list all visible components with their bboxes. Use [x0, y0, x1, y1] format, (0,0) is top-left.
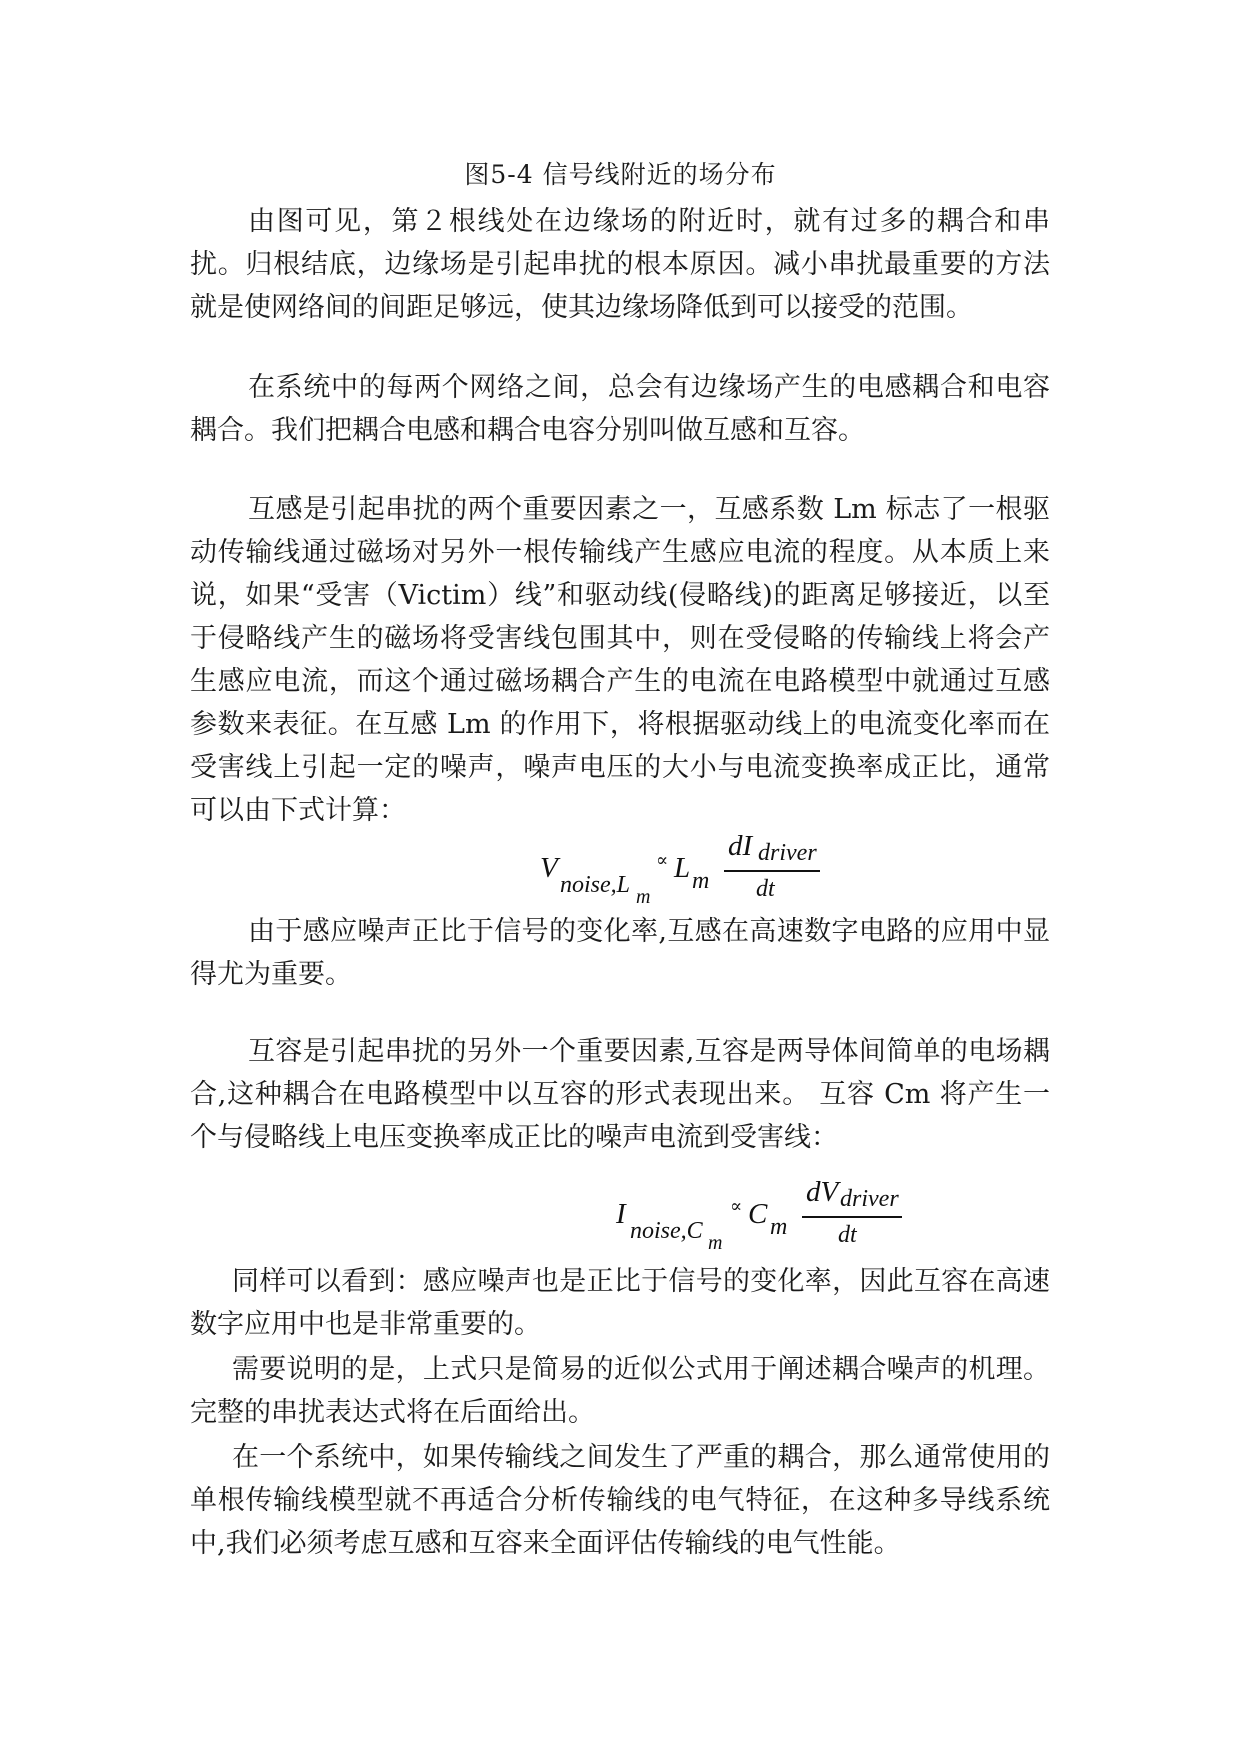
formula2-denominator: dt [838, 1222, 857, 1248]
formula1-denominator: dt [756, 876, 775, 902]
formula1-l: L [674, 852, 691, 884]
formula1-numerator: dI [728, 830, 753, 862]
formula1-sub-m: m [636, 886, 651, 908]
paragraph-5: 互容是引起串扰的另外一个重要因素,互容是两导体间简单的电场耦合,这种耦合在电路模型中以互容的形式表现出来。 互容 Cm 将产生一个与侵略线上电压变换率成正比的噪声电流到受害线： [190, 1036, 1050, 1153]
formula2-sub-noise: noise,C [630, 1218, 703, 1244]
formula2-c: C [748, 1198, 768, 1230]
formula2-fraction-bar [802, 1216, 902, 1218]
formula1-sub-noise: noise,L [560, 872, 631, 898]
paragraph-3: 互感是引起串扰的两个重要因素之一，互感系数 Lm 标志了一根驱动传输线通过磁场对另外一根传输线产生感应电流的程度。从本质上来说，如果“受害（Victim）线”和驱动线(侵略线)的距离足够接近，以至于侵略线产生的磁场将受害线包围其中，则在受侵略的传输线上将会产生感应电流，而这个通过磁场耦合产生的电流在电路模型中就通过互感参数来表征。在互感 Lm 的作用下，将根据驱动线上的电流变化率而在受害线上引起一定的噪声，噪声电压的大小与电流变换率成正比，通常可以由下式计算： [190, 494, 1050, 826]
formula2-numerator-sub: driver [840, 1186, 899, 1212]
paragraph-6: 同样可以看到：感应噪声也是正比于信号的变化率，因此互容在高速数字应用中也是非常重要的。 [190, 1266, 1050, 1340]
figure-caption: 图5-4 信号线附近的场分布 [464, 160, 777, 189]
paragraph-8: 在一个系统中，如果传输线之间发生了严重的耦合，那么通常使用的单根传输线模型就不再适合分析传输线的电气特征，在这种多导线系统中,我们必须考虑互感和互容来全面评估传输线的电气性能。 [190, 1442, 1050, 1559]
formula1-fraction-bar [724, 870, 820, 872]
paragraph-1: 由图可见，第２根线处在边缘场的附近时，就有过多的耦合和串扰。归根结底，边缘场是引起串扰的根本原因。减小串扰最重要的方法就是使网络间的间距足够远，使其边缘场降低到可以接受的范围。 [190, 206, 1050, 323]
paragraph-4: 由于感应噪声正比于信号的变化率,互感在高速数字电路的应用中显得尤为重要。 [190, 916, 1050, 990]
formula1-l-sub: m [692, 868, 710, 894]
formula1-numerator-sub: driver [758, 840, 817, 866]
formula2-c-sub: m [770, 1214, 788, 1240]
paragraph-7: 需要说明的是，上式只是简易的近似公式用于阐述耦合噪声的机理。完整的串扰表达式将在后面给出。 [190, 1354, 1050, 1428]
formula1-v: V [540, 852, 558, 884]
formula2-sub-m: m [708, 1232, 723, 1254]
formula2-i: I [616, 1198, 626, 1230]
formula2-numerator: dV [806, 1176, 839, 1208]
formula-voltage-noise [520, 830, 820, 910]
formula2-proportional-icon: ∝ [730, 1196, 742, 1216]
formula-current-noise [598, 1176, 898, 1256]
formula1-proportional-icon: ∝ [656, 850, 668, 870]
paragraph-2: 在系统中的每两个网络之间，总会有边缘场产生的电感耦合和电容耦合。我们把耦合电感和耦合电容分别叫做互感和互容。 [190, 372, 1050, 446]
